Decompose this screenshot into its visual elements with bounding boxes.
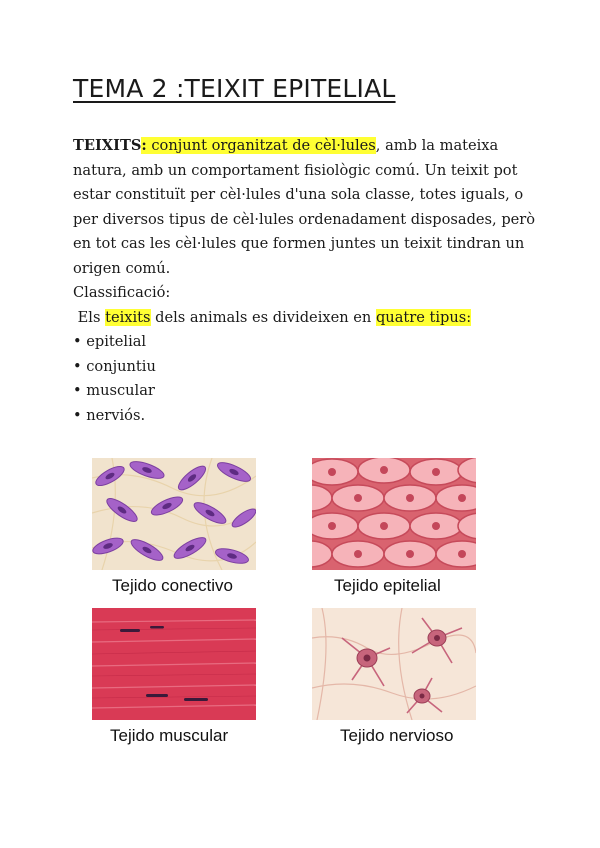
document-body: [73, 134, 543, 428]
tissue-figure: [90, 458, 500, 758]
classification-sentence: [73, 306, 543, 331]
tissue-type-list: [73, 330, 543, 428]
definition-paragraph: [73, 134, 543, 281]
epithelial-tissue-image: [312, 458, 476, 570]
caption-nervous: Tejido nervioso: [340, 726, 454, 745]
caption-epithelial: Tejido epitelial: [334, 576, 441, 595]
highlight-teixits: teixits: [105, 308, 151, 326]
classification-heading: Classificació:: [73, 284, 171, 301]
page-title: TEMA 2 :TEIXIT EPITELIAL: [73, 74, 396, 103]
caption-connective: Tejido conectivo: [112, 576, 233, 595]
highlight-quatre-tipus: quatre tipus:: [375, 308, 472, 326]
definition-highlight: conjunt organitzat de cèl·lules: [146, 137, 376, 154]
list-item: • muscular: [73, 379, 543, 404]
definition-colon: :: [141, 137, 147, 154]
definition-text: , amb la mateixa natura, amb un comportament fisiològic comú. Un teixit pot estar constituït per cèl·lules d'una sola classe, totes iguals, o per diversos tipus de cèl·lules ordenadament disposades, però en tot cas les cèl·lules que formen juntes un teixit tindran un origen comú.: [73, 137, 536, 277]
definition-term: TEIXITS: [73, 137, 142, 154]
list-item: • nerviós.: [73, 404, 543, 429]
caption-muscular: Tejido muscular: [110, 726, 229, 745]
connective-tissue-image: [92, 458, 256, 570]
sentence-start: Els: [73, 308, 106, 326]
list-item: • epitelial: [73, 330, 543, 355]
list-item: • conjuntiu: [73, 355, 543, 380]
sentence-middle: dels animals es divideixen en: [150, 308, 376, 326]
nervous-tissue-image: [312, 608, 476, 720]
muscular-tissue-image: [92, 608, 256, 720]
